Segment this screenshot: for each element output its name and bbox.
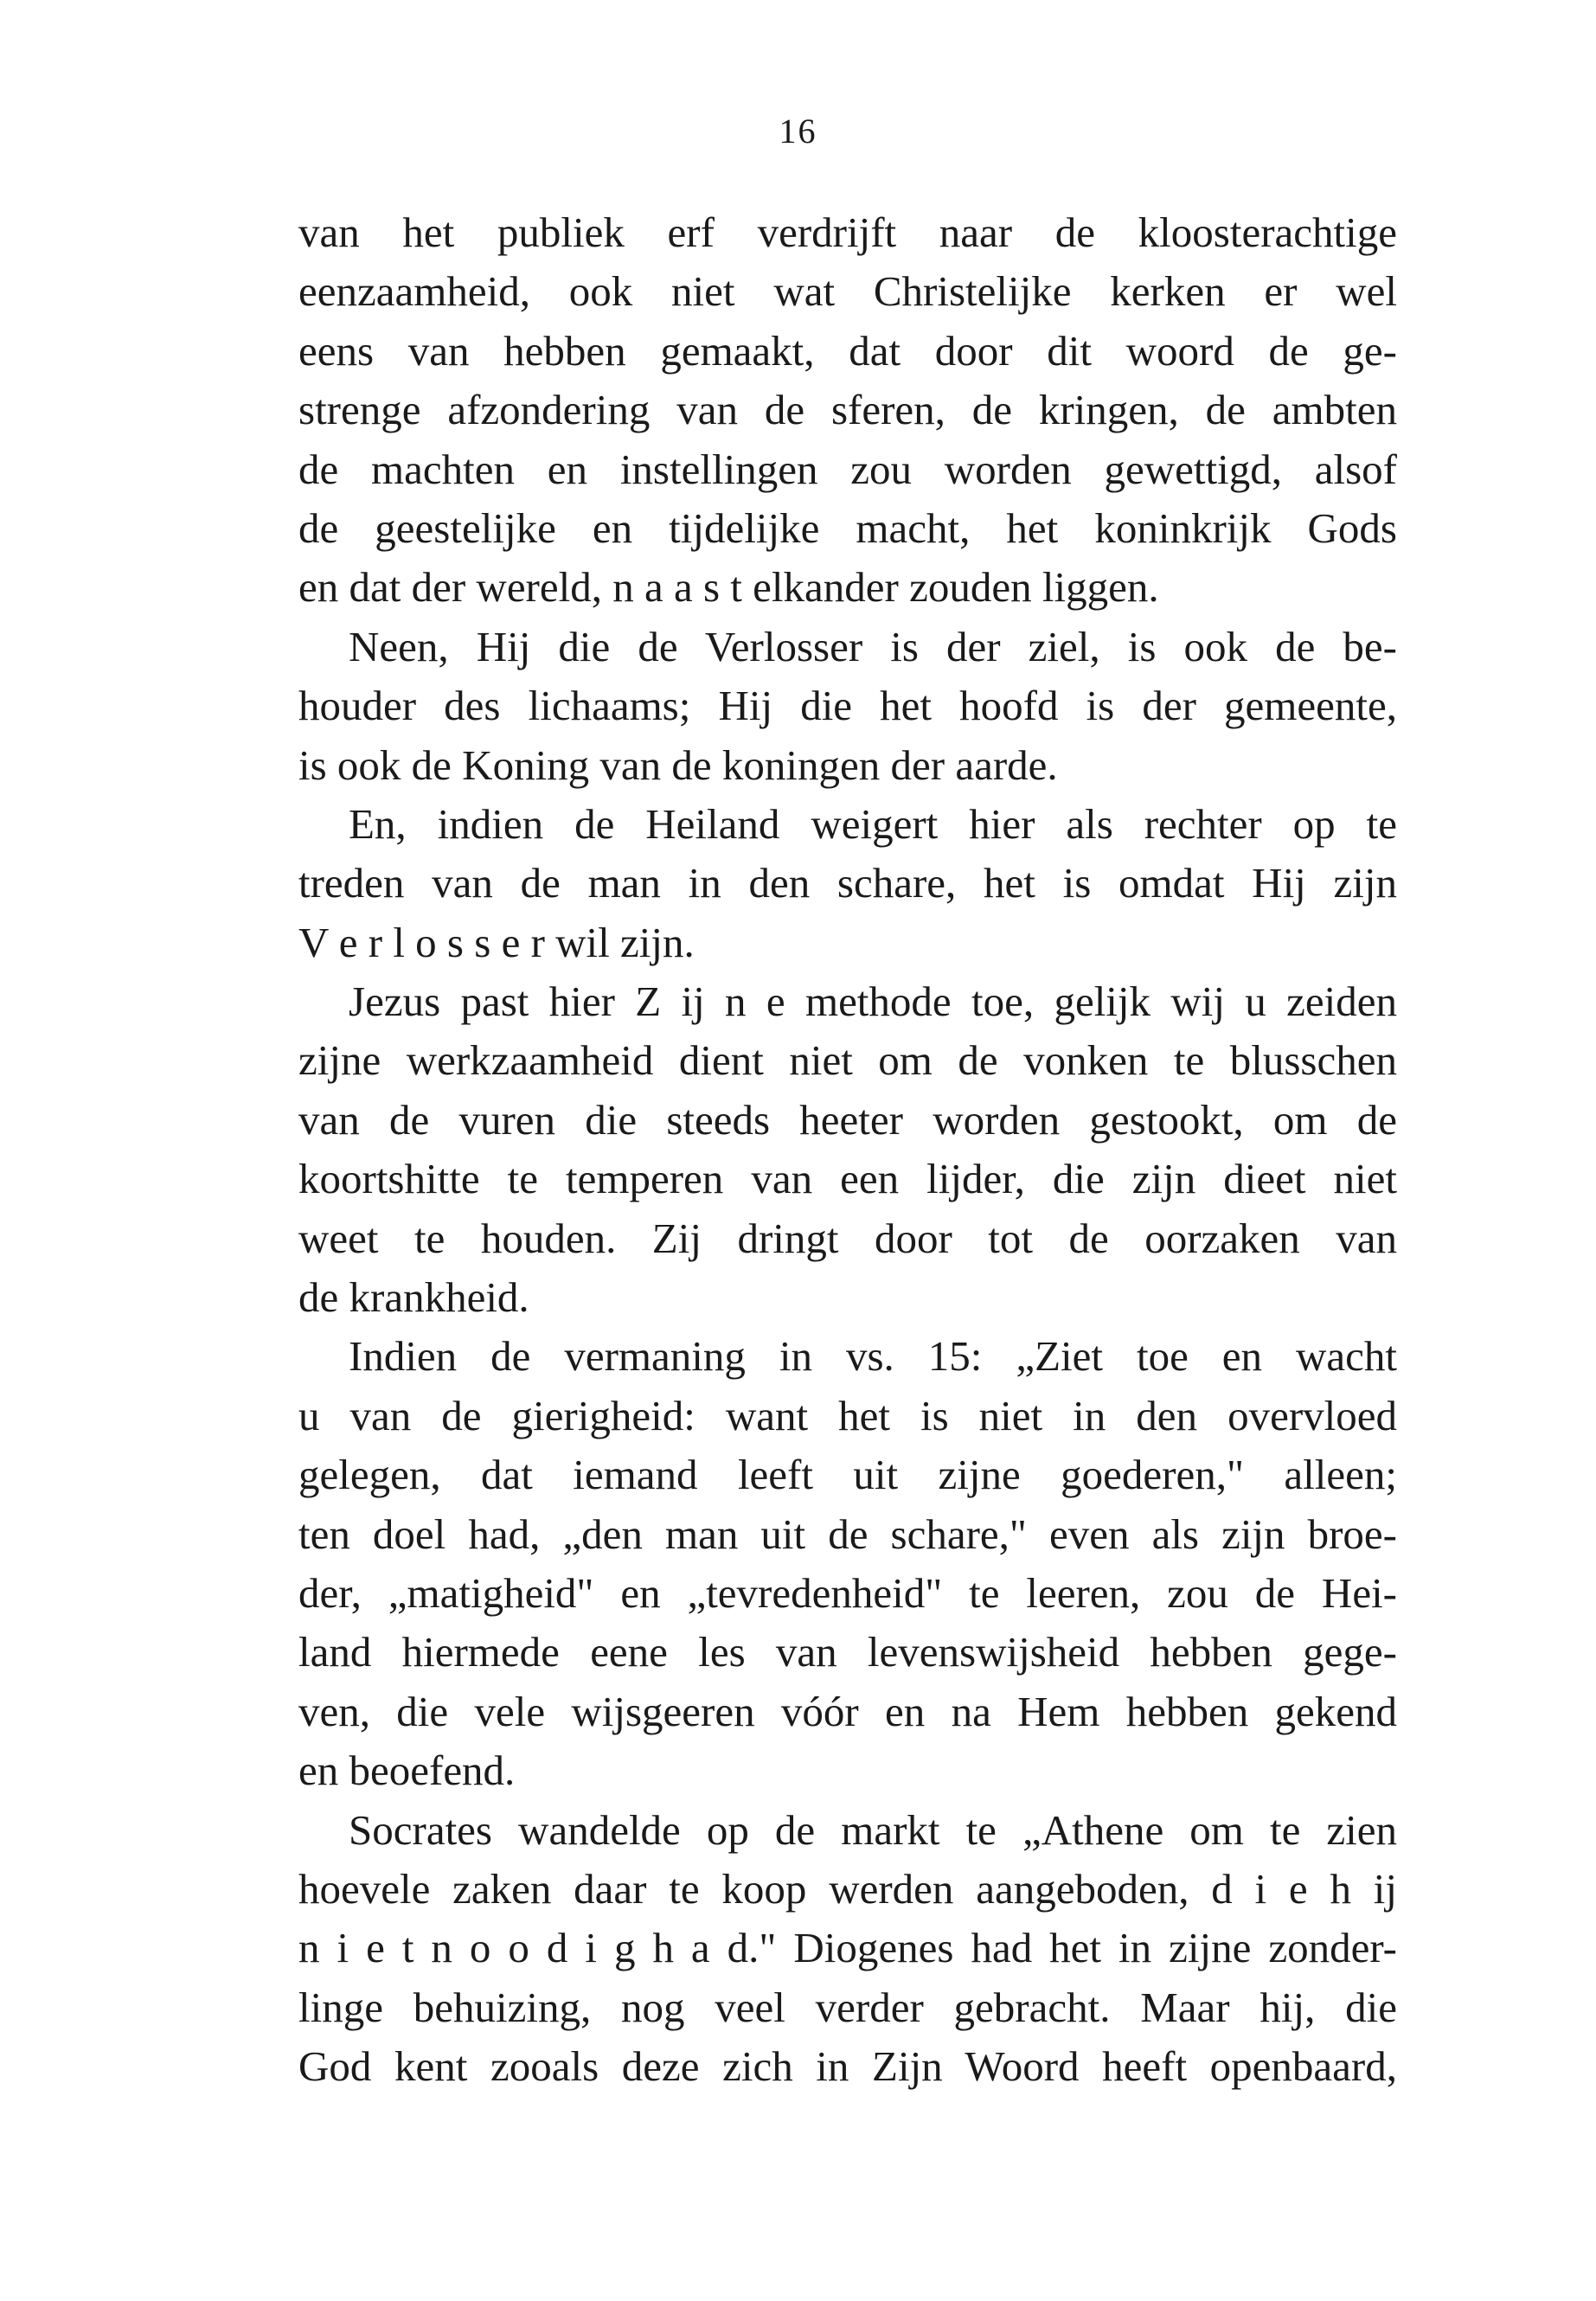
text-line: n i e t n o o d i g h a d." Diogenes had het in zijne zonder- <box>298 1924 1397 1972</box>
text-line: Indien de vermaning in vs. 15: „Ziet toe en wacht <box>349 1332 1397 1381</box>
text-line: gelegen, dat iemand leeft uit zijne goederen," alleen; <box>298 1451 1397 1499</box>
text-line: en beoefend. <box>298 1747 516 1795</box>
text-line: zijne werkzaamheid dient niet om de vonken te blusschen <box>298 1036 1397 1085</box>
body-text <box>298 203 1397 2097</box>
text-line: V e r l o s s e r wil zijn. <box>298 918 695 966</box>
text-line: hoevele zaken daar te koop werden aangeboden, d i e h ij <box>298 1864 1397 1913</box>
text-line: der, „matigheid" en „tevredenheid" te leeren, zou de Hei- <box>298 1568 1397 1617</box>
text-line: Jezus past hier Z ij n e methode toe, gelijk wij u zeiden <box>349 977 1397 1026</box>
text-line: de geestelijke en tijdelijke macht, het koninkrijk Gods <box>298 503 1397 552</box>
text-line: ten doel had, „den man uit de schare," even als zijn broe- <box>298 1509 1397 1558</box>
text-line: Socrates wandelde op de markt te „Athene om te zien <box>349 1805 1397 1854</box>
text-line: koortshitte te temperen van een lijder, die zijn dieet niet <box>298 1155 1397 1203</box>
text-line: is ook de Koning van de koningen der aarde. <box>298 740 1058 789</box>
text-line: de krankheid. <box>298 1273 529 1322</box>
text-line: linge behuizing, nog veel verder gebracht. Maar hij, die <box>298 1983 1397 2031</box>
text-line: eens van hebben gemaakt, dat door dit woord de ge- <box>298 326 1397 375</box>
text-line: treden van de man in den schare, het is omdat Hij zijn <box>298 859 1397 907</box>
text-line: ven, die vele wijsgeeren vóór en na Hem hebben gekend <box>298 1687 1397 1735</box>
text-line: van het publiek erf verdrijft naar de kloosterachtige <box>298 208 1397 256</box>
text-line: houder des lichaams; Hij die het hoofd is der gemeente, <box>298 682 1397 730</box>
text-line: Neen, Hij die de Verlosser is der ziel, is ook de be- <box>349 622 1397 670</box>
text-line: land hiermede eene les van levenswijsheid hebben gege- <box>298 1628 1397 1676</box>
text-line: u van de gierigheid: want het is niet in den overvloed <box>298 1391 1397 1439</box>
text-line: van de vuren die steeds heeter worden gestookt, om de <box>298 1095 1397 1144</box>
text-line: eenzaamheid, ook niet wat Christelijke kerken er wel <box>298 267 1397 316</box>
text-line: en dat der wereld, n a a s t elkander zouden liggen. <box>298 563 1159 612</box>
text-line: weet te houden. Zij dringt door tot de oorzaken van <box>298 1214 1397 1262</box>
text-line: En, indien de Heiland weigert hier als rechter op te <box>349 799 1397 848</box>
page-number: 16 <box>779 112 817 151</box>
text-line: de machten en instellingen zou worden gewettigd, alsof <box>298 445 1397 493</box>
text-line: God kent zooals deze zich in Zijn Woord heeft openbaard, <box>298 2042 1397 2091</box>
text-line: strenge afzondering van de sferen, de kringen, de ambten <box>298 386 1397 434</box>
